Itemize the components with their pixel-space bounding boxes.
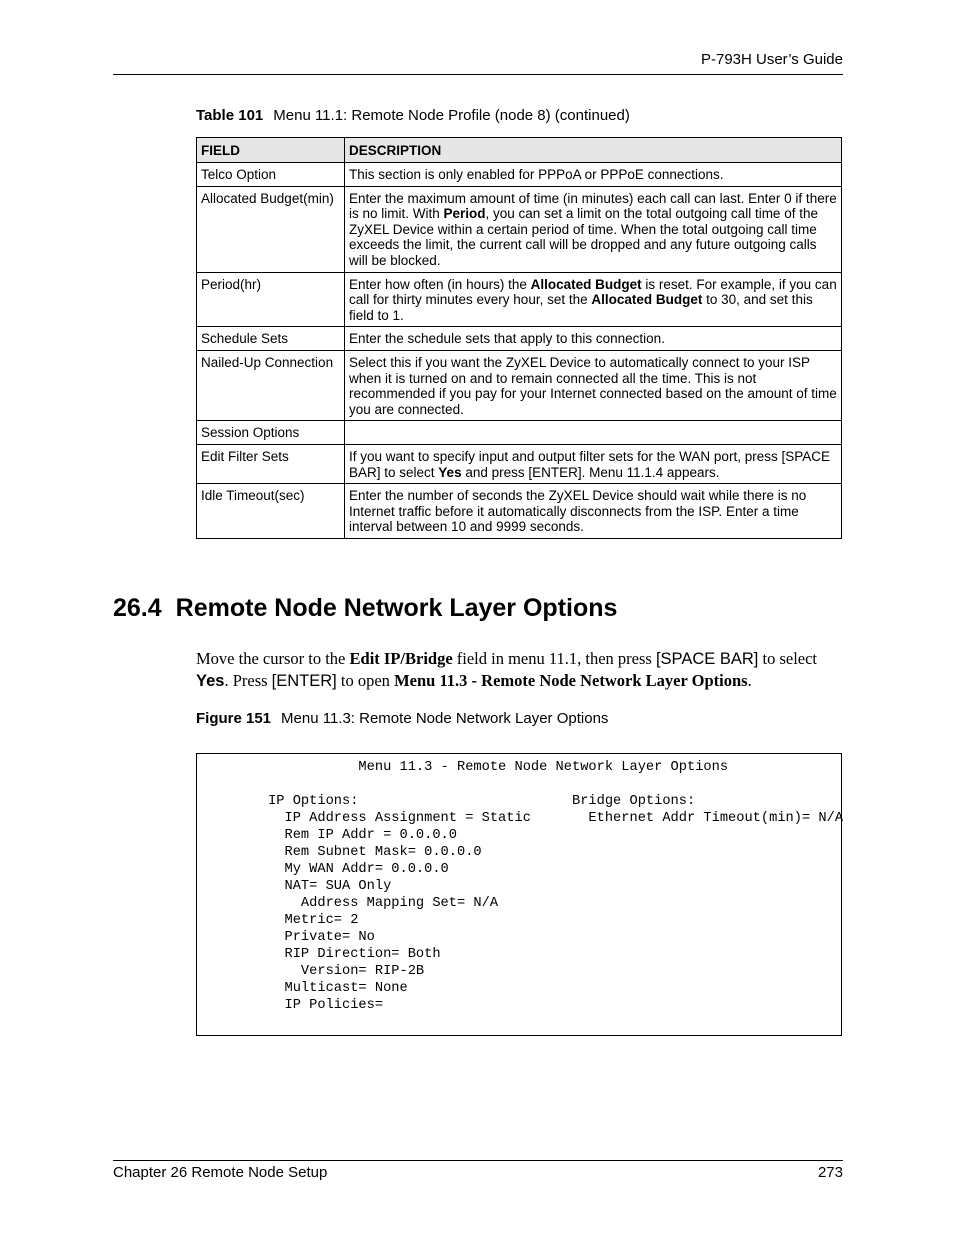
body-paragraph bbox=[196, 648, 846, 692]
chapter-title: Chapter 26 Remote Node Setup bbox=[113, 1164, 328, 1181]
description-cell bbox=[345, 272, 842, 327]
table-row bbox=[197, 421, 842, 445]
para-text: Move the cursor to the bbox=[196, 649, 350, 668]
para-bold-menu: Menu 11.3 - Remote Node Network Layer Options bbox=[394, 671, 748, 690]
section-title: Remote Node Network Layer Options bbox=[175, 594, 618, 622]
column-header-description: DESCRIPTION bbox=[345, 138, 842, 163]
field-name-cell: Nailed-Up Connection bbox=[197, 350, 345, 420]
page-footer bbox=[113, 1160, 843, 1185]
field-name-cell: Telco Option bbox=[197, 163, 345, 187]
description-cell bbox=[345, 421, 842, 445]
field-description-table bbox=[196, 137, 842, 539]
description-text: , you can set a limit on the total outgoing call time of the ZyXEL Device within a certain period of time. When the total outgoing call time exceeds the limit, the current call will be dropped and any future outgoing calls will be blocked. bbox=[349, 206, 818, 268]
description-bold-text: Period bbox=[443, 206, 486, 222]
description-cell bbox=[345, 444, 842, 483]
description-text: If you want to specify input and output filter sets for the WAN port, press [SPACE BAR] to select bbox=[349, 448, 830, 480]
figure-caption bbox=[196, 710, 608, 727]
description-text: to 30, and set this field to 1. bbox=[349, 292, 813, 323]
figure-caption-number: Figure 151 bbox=[196, 710, 272, 727]
description-cell bbox=[345, 163, 842, 187]
para-text: field in menu 11.1, then press bbox=[452, 649, 656, 668]
para-text: . Press bbox=[224, 671, 272, 690]
description-cell bbox=[345, 350, 842, 420]
table-row bbox=[197, 350, 842, 420]
description-cell bbox=[345, 484, 842, 539]
field-name-cell: Idle Timeout(sec) bbox=[197, 484, 345, 539]
description-text: and press [ENTER]. Menu 11.1.4 appears. bbox=[461, 464, 720, 480]
description-cell bbox=[345, 327, 842, 351]
table-caption-number: Table 101 bbox=[196, 107, 264, 124]
para-bold-field: Edit IP/Bridge bbox=[349, 649, 453, 668]
description-text: Enter the maximum amount of time (in minutes) each call can last. Enter 0 if there is no limit. With bbox=[349, 190, 837, 222]
page-number: 273 bbox=[817, 1164, 843, 1181]
para-key-space-bar: [SPACE BAR] bbox=[655, 650, 759, 668]
section-heading bbox=[113, 594, 617, 623]
para-key-enter: [ENTER] bbox=[271, 672, 337, 690]
para-text: to open bbox=[336, 671, 395, 690]
description-text: Select this if you want the ZyXEL Device to automatically connect to your ISP when it is turned on and to remain connected all the time. This is not recommended if you pay for your Internet connected based on the amount of time you are connected. bbox=[349, 354, 837, 417]
table-row bbox=[197, 327, 842, 351]
menu-screen-text: Menu 11.3 - Remote Node Network Layer Options IP Options: Bridge Options: IP Address Assignment = Static Ethernet Addr Timeout(min)= N/A Rem IP Addr = 0.0.0.0 Rem Subnet Mask= 0.0.0.0 My WAN Addr= 0.0.0.0 NAT= SUA Only Address Mapping Set= N/A Metric= 2 Private= No RIP Direction= Both Version= RIP-2B Multicast= None IP Policies= bbox=[268, 760, 844, 1013]
table-row bbox=[197, 186, 842, 272]
description-text: Enter the schedule sets that apply to this connection. bbox=[349, 331, 665, 347]
description-text: Enter how often (in hours) the bbox=[349, 276, 531, 292]
table-row bbox=[197, 272, 842, 327]
description-bold-text: Allocated Budget bbox=[591, 292, 703, 308]
page-header bbox=[113, 50, 843, 75]
table-row bbox=[197, 444, 842, 483]
field-name-cell: Allocated Budget(min) bbox=[197, 186, 345, 272]
para-text: . bbox=[747, 671, 752, 690]
table-row bbox=[197, 484, 842, 539]
section-number: 26.4 bbox=[113, 594, 162, 622]
figure-caption-text: Menu 11.3: Remote Node Network Layer Options bbox=[281, 710, 609, 727]
field-name-cell: Edit Filter Sets bbox=[197, 444, 345, 483]
table-row bbox=[197, 163, 842, 187]
guide-title: P-793H User’s Guide bbox=[700, 51, 843, 68]
description-text: This section is only enabled for PPPoA or PPPoE connections. bbox=[349, 167, 724, 182]
para-text: to select bbox=[758, 649, 818, 668]
description-text: Enter the number of seconds the ZyXEL Device should wait while there is no Internet traffic before it automatically disconnects from the ISP. Enter a time interval between 10 and 9999 seconds. bbox=[349, 488, 807, 535]
field-name-cell: Schedule Sets bbox=[197, 327, 345, 351]
description-bold-text: Yes bbox=[438, 464, 462, 480]
description-bold-text: Allocated Budget bbox=[530, 276, 642, 292]
table-caption-text: Menu 11.1: Remote Node Profile (node 8) (continued) bbox=[273, 107, 630, 124]
description-cell bbox=[345, 186, 842, 272]
description-text: is reset. For example, if you can call for thirty minutes every hour, set the bbox=[349, 276, 837, 308]
column-header-field: FIELD bbox=[197, 138, 345, 163]
field-name-cell: Session Options bbox=[197, 421, 345, 445]
table-body bbox=[197, 163, 842, 539]
table-caption bbox=[196, 107, 630, 124]
table-header-row bbox=[197, 138, 842, 163]
menu-screen-figure bbox=[196, 753, 842, 1036]
field-name-cell: Period(hr) bbox=[197, 272, 345, 327]
para-bold-yes: Yes bbox=[196, 672, 225, 690]
